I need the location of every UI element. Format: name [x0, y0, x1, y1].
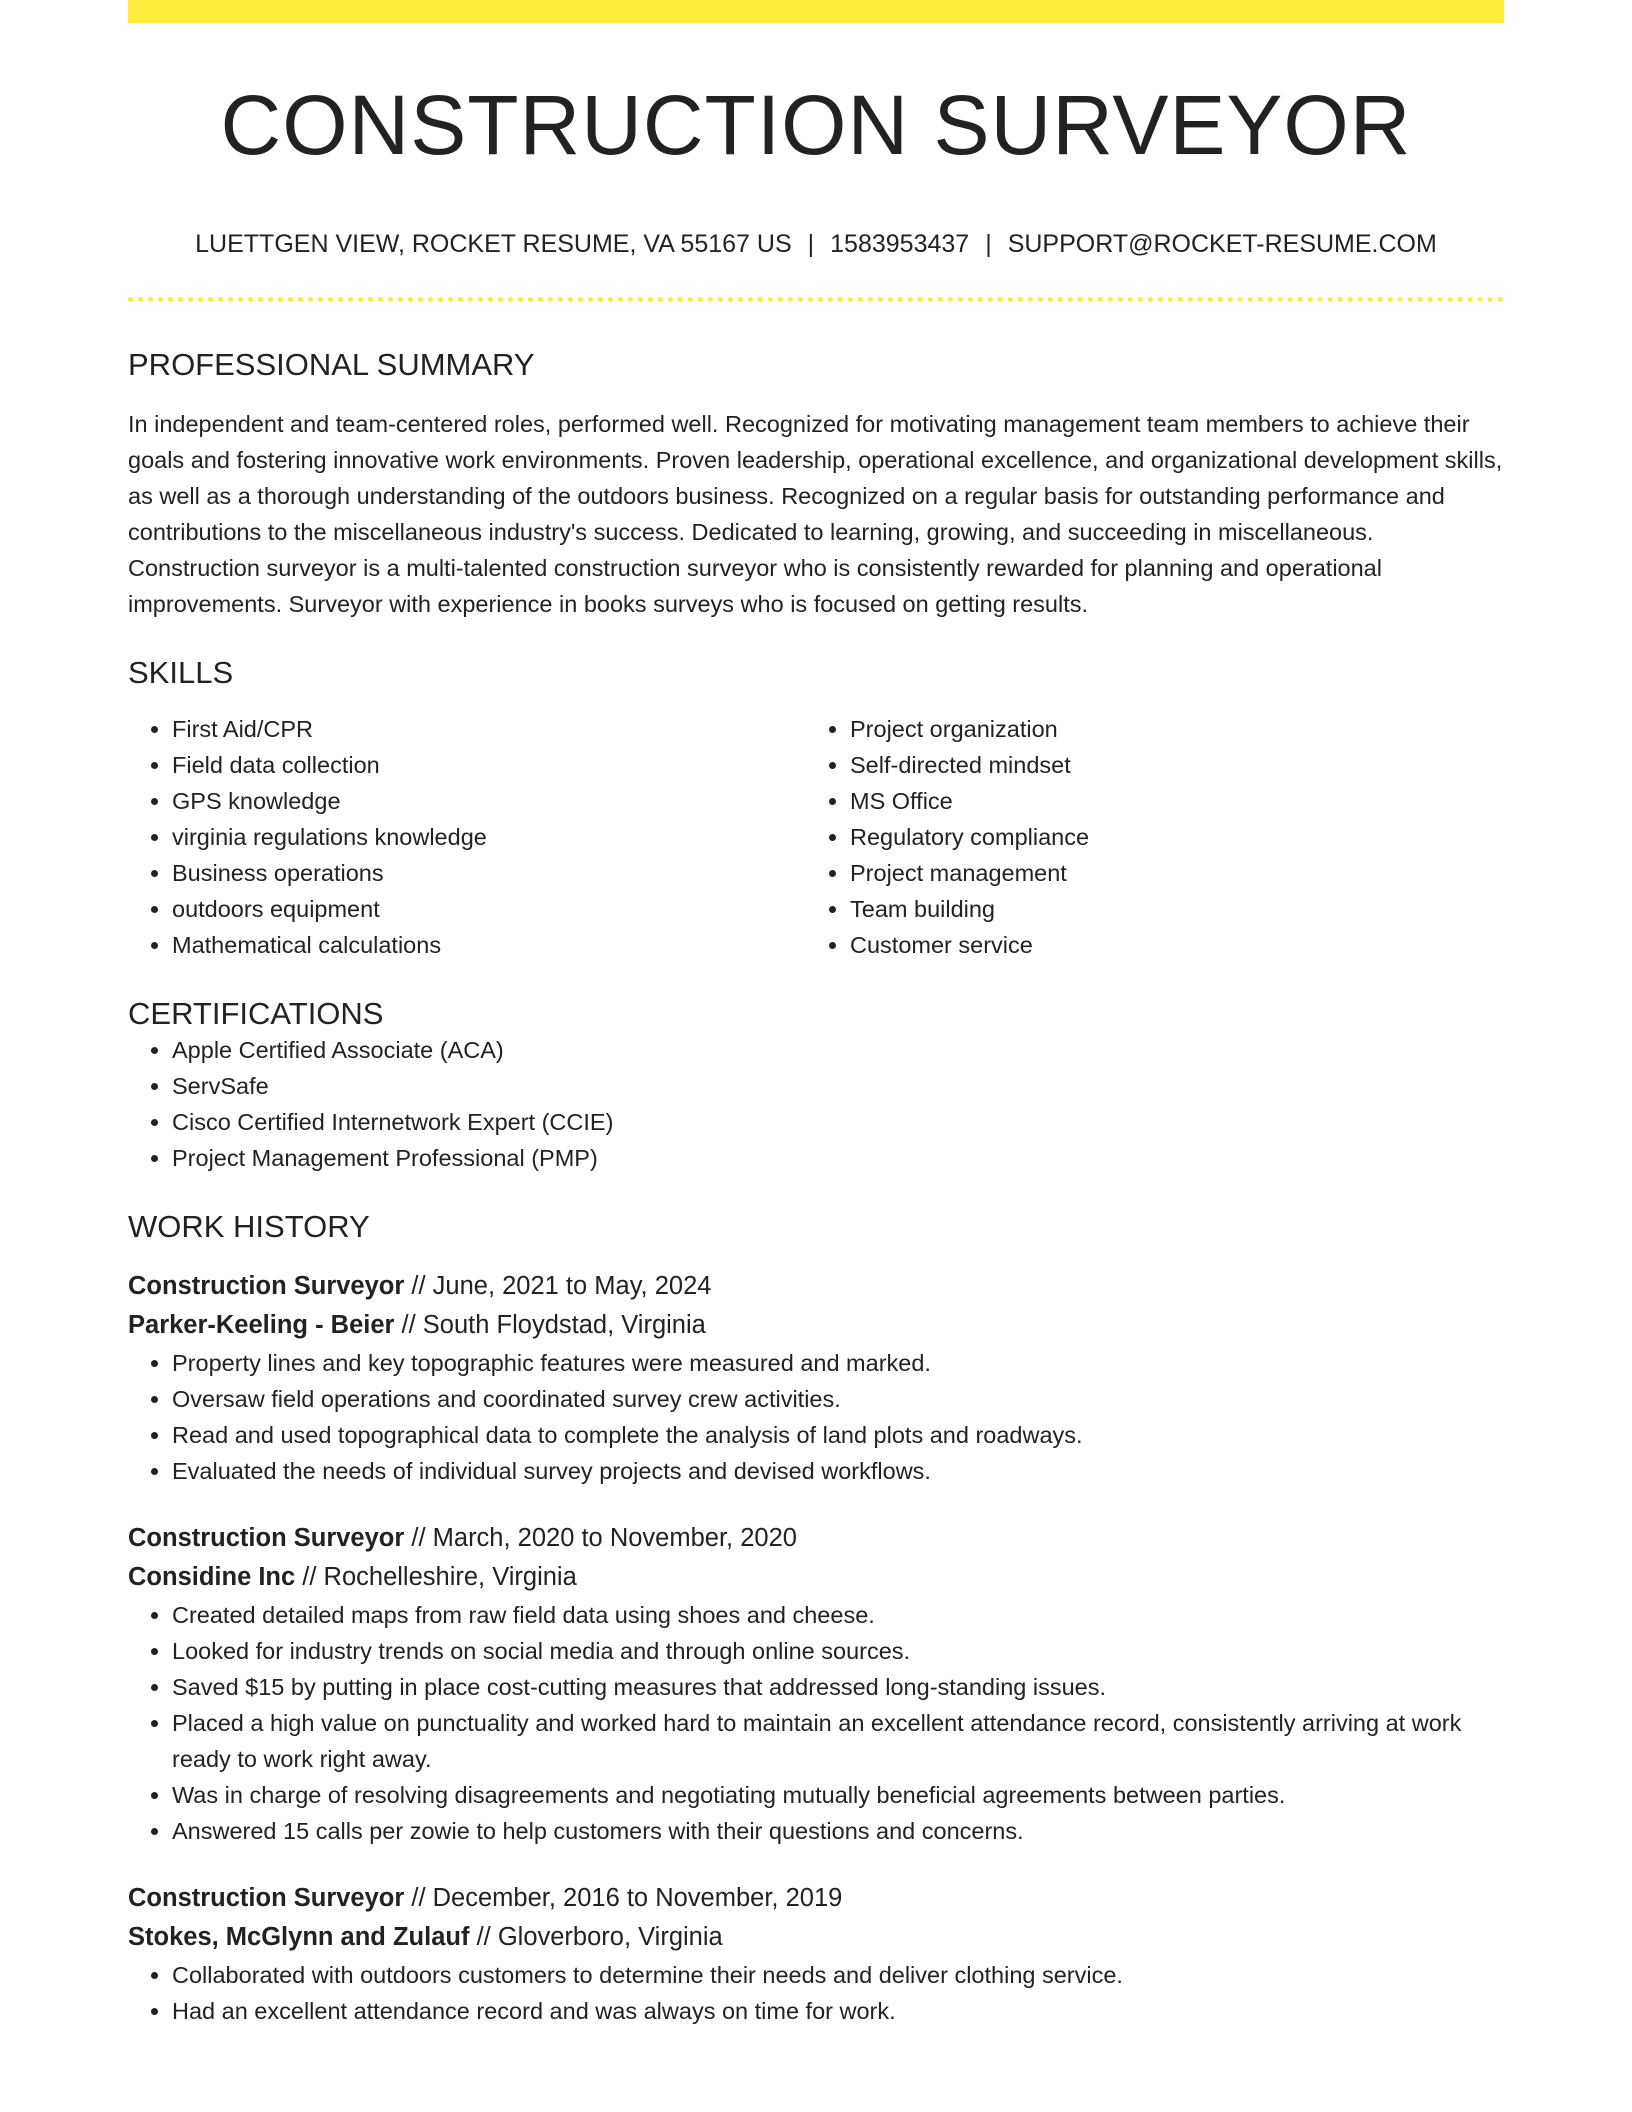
skills-columns [128, 711, 1504, 963]
job-title-line [128, 1879, 1504, 1918]
job-company-line [128, 1918, 1504, 1957]
skill-item: • virginia regulations knowledge [172, 819, 806, 855]
contact-address: LUETTGEN VIEW, ROCKET RESUME, VA 55167 US [195, 230, 792, 259]
certifications-section [128, 995, 1504, 1176]
skill-item: • Customer service [850, 927, 1484, 963]
skill-item: • Business operations [172, 855, 806, 891]
skill-item: • Field data collection [172, 747, 806, 783]
job-dates: // March, 2020 to November, 2020 [411, 1524, 797, 1553]
skills-list-left [128, 711, 806, 963]
work-history-heading: WORK HISTORY [128, 1208, 370, 1244]
job-entry [128, 1879, 1504, 2029]
certification-item: • Apple Certified Associate (ACA) [172, 1032, 1504, 1068]
job-title-line [128, 1519, 1504, 1558]
job-bullets [128, 1957, 1504, 2029]
job-bullet: • Answered 15 calls per zowie to help customers with their questions and concerns. [172, 1813, 1504, 1849]
skill-item: • Self-directed mindset [850, 747, 1484, 783]
job-role: Construction Surveyor [128, 1524, 405, 1553]
skill-item: • outdoors equipment [172, 891, 806, 927]
job-role: Construction Surveyor [128, 1272, 405, 1301]
skill-item: • Mathematical calculations [172, 927, 806, 963]
job-bullet: • Oversaw field operations and coordinated survey crew activities. [172, 1381, 1504, 1417]
job-bullet: • Evaluated the needs of individual survey projects and devised workflows. [172, 1453, 1504, 1489]
job-bullet: • Looked for industry trends on social media and through online sources. [172, 1633, 1504, 1669]
certifications-list [128, 1032, 1504, 1176]
job-bullet: • Read and used topographical data to complete the analysis of land plots and roadways. [172, 1417, 1504, 1453]
certification-item: • Project Management Professional (PMP) [172, 1140, 1504, 1176]
resume-page [128, 0, 1504, 2112]
job-bullets [128, 1345, 1504, 1489]
job-entry [128, 1519, 1504, 1849]
skill-item: • GPS knowledge [172, 783, 806, 819]
contact-separator: | [807, 230, 815, 259]
skill-item: • First Aid/CPR [172, 711, 806, 747]
work-history-section [128, 1208, 1504, 2029]
skill-item: • Regulatory compliance [850, 819, 1484, 855]
job-dates: // December, 2016 to November, 2019 [411, 1884, 843, 1913]
job-company: Stokes, McGlynn and Zulauf [128, 1923, 470, 1952]
contact-separator: | [985, 230, 992, 259]
resume-name-heading: CONSTRUCTION SURVEYOR [220, 78, 1412, 172]
job-company-line [128, 1306, 1504, 1345]
job-location: // South Floydstad, Virginia [401, 1311, 706, 1340]
skills-column-right [806, 711, 1484, 963]
job-company-line [128, 1558, 1504, 1597]
summary-section [128, 346, 1504, 621]
summary-text: In independent and team-centered roles, performed well. Recognized for motivating management team members to achieve their goals and fostering innovative work environments. Proven leadership, operational excellence, and organizational development skills, as well as a thorough understanding of the outdoors business. Recognized on a regular basis for outstanding performance and contributions to the miscellaneous industry's success. Dedicated to learning, growing, and succeeding in miscellaneous. Construction surveyor is a multi-talented construction surveyor who is consistently rewarded for planning and operational improvements. Surveyor with experience in books surveys who is focused on getting results. [128, 410, 1503, 617]
job-bullet: • Was in charge of resolving disagreements and negotiating mutually beneficial agreements between parties. [172, 1777, 1504, 1813]
job-bullets [128, 1597, 1504, 1849]
skill-item: • MS Office [850, 783, 1484, 819]
accent-top-bar [128, 0, 1504, 23]
job-dates: // June, 2021 to May, 2024 [411, 1272, 712, 1301]
dotted-divider [128, 297, 1504, 302]
job-location: // Rochelleshire, Virginia [302, 1563, 577, 1592]
job-location: // Gloverboro, Virginia [476, 1923, 723, 1952]
job-role: Construction Surveyor [128, 1884, 405, 1913]
job-title-line [128, 1267, 1504, 1306]
certification-item: • Cisco Certified Internetwork Expert (CCIE) [172, 1104, 1504, 1140]
skill-item: • Team building [850, 891, 1484, 927]
contact-phone: 1583953437 [830, 230, 970, 259]
job-bullet: • Placed a high value on punctuality and worked hard to maintain an excellent attendance record, consistently arriving at work ready to work right away. [172, 1705, 1504, 1777]
certifications-heading: CERTIFICATIONS [128, 995, 384, 1031]
skill-item: • Project organization [850, 711, 1484, 747]
job-bullet: • Created detailed maps from raw field data using shoes and cheese. [172, 1597, 1504, 1633]
job-company: Considine Inc [128, 1563, 296, 1592]
job-bullet: • Saved $15 by putting in place cost-cutting measures that addressed long-standing issues. [172, 1669, 1504, 1705]
job-entry [128, 1267, 1504, 1489]
contact-line [128, 229, 1504, 259]
summary-heading: PROFESSIONAL SUMMARY [128, 347, 535, 383]
skills-column-left [128, 711, 806, 963]
job-bullet: • Had an excellent attendance record and was always on time for work. [172, 1993, 1504, 2029]
skills-section [128, 654, 1504, 963]
skill-item: • Project management [850, 855, 1484, 891]
job-bullet: • Collaborated with outdoors customers to determine their needs and deliver clothing service. [172, 1957, 1504, 1993]
job-company: Parker-Keeling - Beier [128, 1311, 395, 1340]
skills-list-right [806, 711, 1484, 963]
job-bullet: • Property lines and key topographic features were measured and marked. [172, 1345, 1504, 1381]
certification-item: • ServSafe [172, 1068, 1504, 1104]
skills-heading: SKILLS [128, 654, 234, 690]
contact-email: SUPPORT@ROCKET-RESUME.COM [1007, 230, 1437, 259]
